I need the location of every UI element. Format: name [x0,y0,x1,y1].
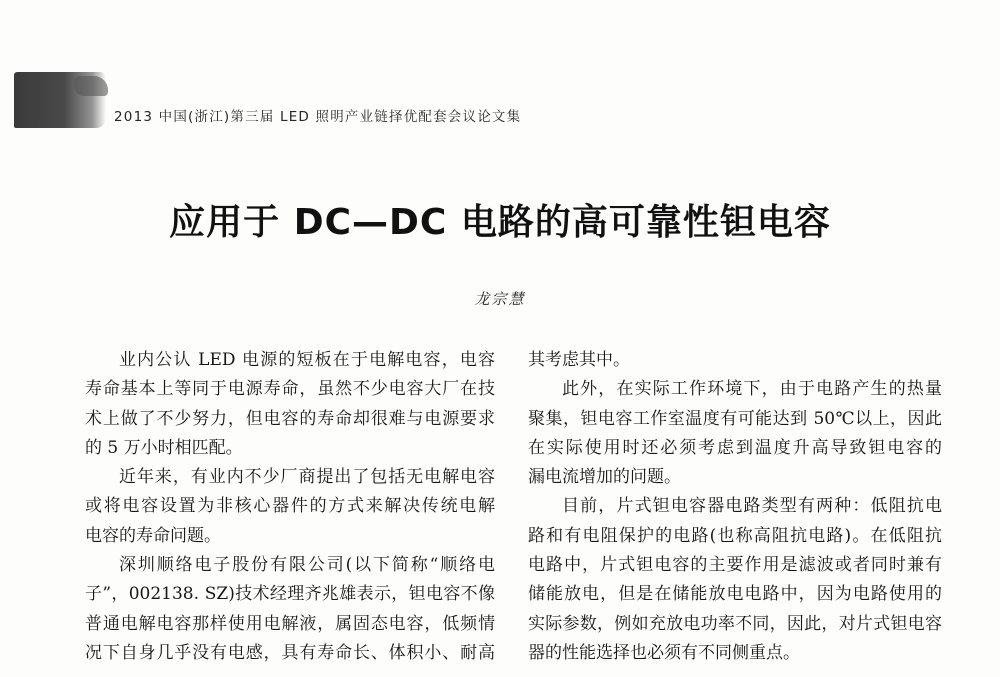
text-line: 目前，片式钽电容器电路类型有两种：低阻抗电 [562,496,942,517]
text-line: 的 5 万小时相匹配。 [85,437,243,458]
text-line: 器的性能选择也必须有不同侧重点。 [528,642,800,663]
text-line: 子”，002138. SZ)技术经理齐兆雄表示，钽电容不像 [85,584,495,605]
left-column [85,346,495,668]
author-name: 龙宗慧 [474,290,526,308]
text-line: 实际参数，例如充放电功率不同，因此，对片式钽电容 [528,613,942,634]
text-line: 寿命基本上等同于电源寿命，虽然不少电容大厂在技 [85,379,495,400]
article-title: 应用于 DC—DC 电路的高可靠性钽电容 [169,202,831,243]
text-line: 况下自身几乎没有电感，具有寿命长、体积小、耐高 [85,642,495,663]
text-line: 普通电解电容那样使用电解液，属固态电容，低频情 [85,613,495,634]
text-line: 漏电流增加的问题。 [528,467,681,488]
text-line: 路和有电阻保护的电路(也称高阻抗电路)。在低阻抗 [528,525,942,546]
running-head: 2013 中国(浙江)第三届 LED 照明产业链择优配套会议论文集 [114,109,522,125]
text-line: 深圳顺络电子股份有限公司(以下简称“顺络电 [119,555,495,576]
text-line: 或将电容设置为非核心器件的方式来解决传统电解 [85,496,495,517]
text-line: 业内公认 LED 电源的短板在于电解电容，电容 [119,350,495,370]
text-line: 其考虑其中。 [528,350,630,370]
text-line: 在实际使用时还必须考虑到温度升高导致钽电容的 [528,437,942,458]
text-line: 电路中，片式钽电容的主要作用是滤波或者同时兼有 [528,555,942,576]
text-line: 此外，在实际工作环境下，由于电路产生的热量 [562,379,942,400]
text-line: 近年来，有业内不少厂商提出了包括无电解电容 [119,467,495,488]
header-ink-mark [14,72,106,128]
text-line: 术上做了不少努力，但电容的寿命却很难与电源要求 [85,408,495,429]
text-line: 电容的寿命问题。 [85,525,221,546]
text-line: 储能放电，但是在储能放电电路中，因为电路使用的 [528,584,942,605]
right-column [528,346,942,668]
text-line: 聚集，钽电容工作室温度有可能达到 50℃以上，因此 [528,408,942,429]
